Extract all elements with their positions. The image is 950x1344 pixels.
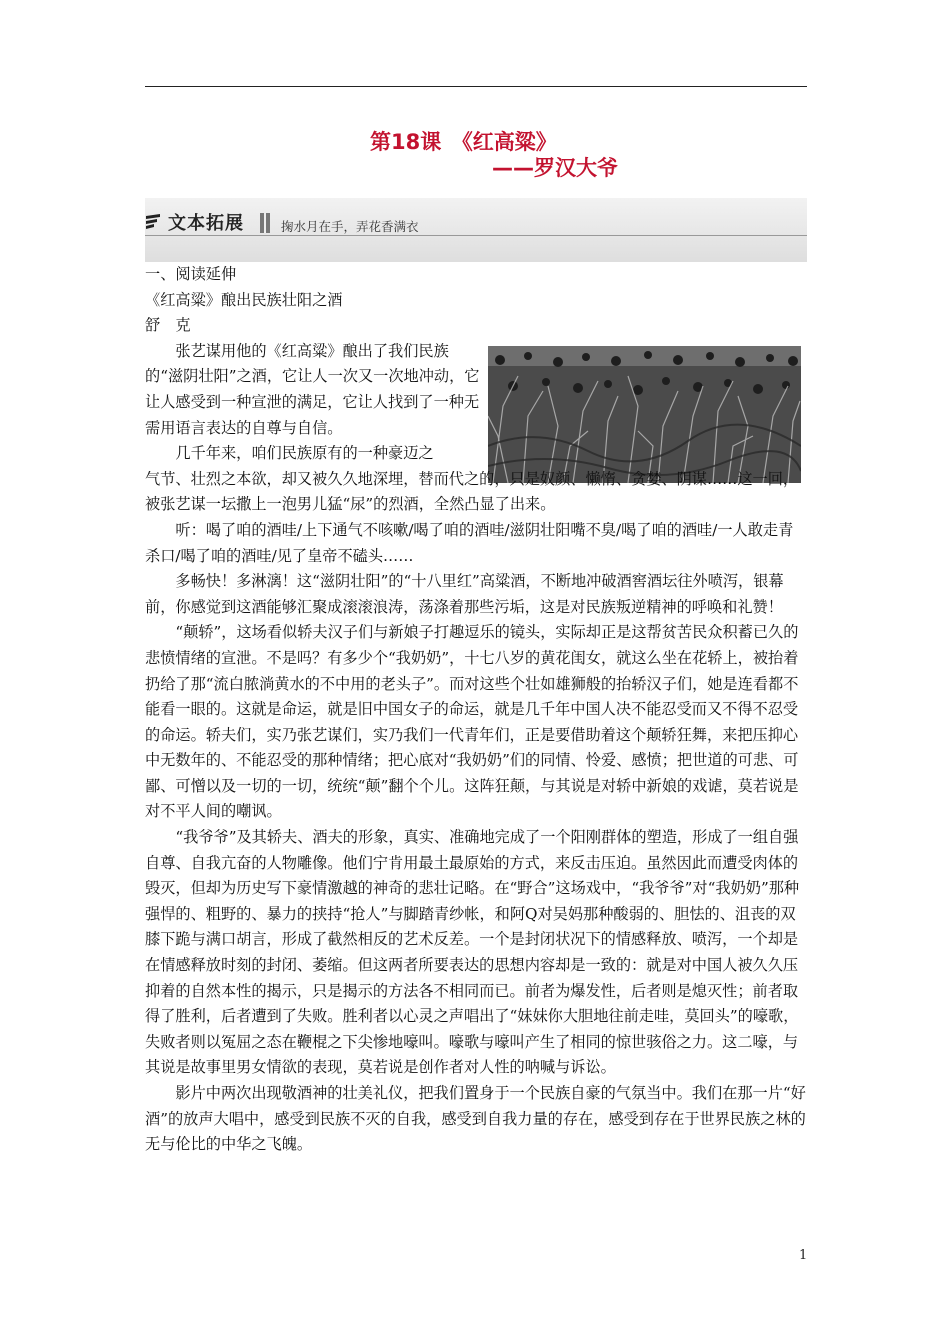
banner-divider	[145, 235, 807, 236]
paragraph-5: “颠轿”，这场看似轿夫汉子们与新娘子打趣逗乐的镜头，实际却正是这帮贫苦民众积蓄已久的悲愤情绪的宣泄。不是吗？有多少个“我奶奶”，十七八岁的黄花闺女，就这么坐在花轿上，被抬着扔给了那“流白脓淌黄水的不中用的老头子”。而对这些个壮如雄狮般的抬轿汉子们，她是连看都不能看一眼的。这就是命运，就是旧中国女子的命运，就是几千年中国人决不能忍受而又不得不忍受的命运。轿夫们，实乃张艺谋们，实乃我们一代青年们，正是要借助着这个颠轿狂舞，来把压抑心中无数年的、不能忍受的那种情绪；把心底对“我奶奶”们的同情、怜爱、感愤；把世道的可悲、可鄙、可憎以及一切的一切，统统“颠”翻个个儿。这阵狂颠，与其说是对轿中新娘的戏谑，莫若说是对不平人间的嘲讽。	[145, 623, 799, 821]
section-banner	[145, 198, 807, 262]
article-body	[145, 262, 807, 1158]
paragraph-6: “我爷爷”及其轿夫、酒夫的形象，真实、准确地完成了一个阳刚群体的塑造，形成了一组自强自尊、自我亢奋的人物雕像。他们宁肯用最土最原始的方式，来反击压迫。虽然因此而遭受肉体的毁灭，但却为历史写下豪情激越的神奇的悲壮记略。在“野合”这场戏中，“我爷爷”对“我奶奶”那种强悍的、粗野的、暴力的挟持“抢人”与脚踏青纱帐，和阿Q对吴妈那种酸弱的、胆怯的、沮丧的双膝下跪与满口胡言，形成了截然相反的艺术反差。一个是封闭状况下的情感释放、喷泻，一个却是在情感释放时刻的封闭、萎缩。但这两者所要表达的思想内容却是一致的：就是对中国人被久久压抑着的自然本性的揭示，只是揭示的方法各不相同而已。前者为爆发性，后者则是熄灭性；前者取得了胜利，后者遭到了失败。胜利者以心灵之声唱出了“妹妹你大胆地往前走哇，莫回头”的嚎歌，失败者则以冤屈之态在鞭棍之下尖惨地嚎叫。嚎歌与嚎叫产生了相同的惊世骇俗之力。这二嚎，与其说是故事里男女情欲的表现，莫若说是创作者对人性的呐喊与诉讼。	[145, 828, 800, 1077]
banner-subtitle: 掬水月在手，弄花香满衣	[281, 219, 419, 234]
paragraph-3: 听：喝了咱的酒哇/上下通气不咳嗽/喝了咱的酒哇/滋阴壮阳嘴不臭/喝了咱的酒哇/一人敢走青杀口/喝了咱的酒哇/见了皇帝不磕头……	[145, 520, 794, 565]
pen-stripes-icon	[146, 214, 162, 230]
top-rule	[145, 86, 807, 87]
section-heading: 一、阅读延伸	[145, 265, 237, 283]
article-title: 《红高粱》酿出民族壮阳之酒	[145, 290, 343, 309]
article-author: 舒 克	[145, 316, 191, 335]
lesson-subtitle: ——罗汉大爷	[492, 156, 618, 180]
page-number: 1	[799, 1248, 808, 1263]
paragraph-4: 多畅快！多淋漓！这“滋阴壮阳”的“十八里红”高粱酒，不断地冲破酒窖酒坛往外喷泻，银幕前，你感觉到这酒能够汇聚成滚滚浪涛，荡涤着那些污垢，这是对民族叛逆精神的呼唤和礼赞！	[145, 572, 784, 616]
banner-title: 文本拓展	[168, 213, 244, 234]
banner-separator-icon	[260, 213, 270, 233]
lesson-title: 第18课 《红高粱》	[370, 130, 557, 154]
paragraph-2-part-1: 几千年来，咱们民族原有的一种豪迈之	[175, 444, 434, 463]
paragraph-2-part-2: 气节、壮烈之本欲，却又被久久地深埋，替而代之的，只是奴颜、懒惰、贪婪、阴谋……这一回，被张艺谋一坛撒上一泡男儿猛“尿”的烈酒，全然凸显了出来。	[145, 469, 799, 514]
paragraph-7: 影片中两次出现敬酒神的壮美礼仪，把我们置身于一个民族自豪的气氛当中。我们在那一片“好酒”的放声大唱中，感受到民族不灭的自我，感受到自我力量的存在，感受到存在于世界民族之林的无与伦比的中华之飞魄。	[145, 1084, 806, 1154]
paragraph-1: 张艺谋用他的《红高粱》酿出了我们民族的“滋阴壮阳”之酒，它让人一次又一次地冲动，它让人感受到一种宣泄的满足，它让人找到了一种无需用语言表达的自尊与自信。	[145, 341, 480, 437]
